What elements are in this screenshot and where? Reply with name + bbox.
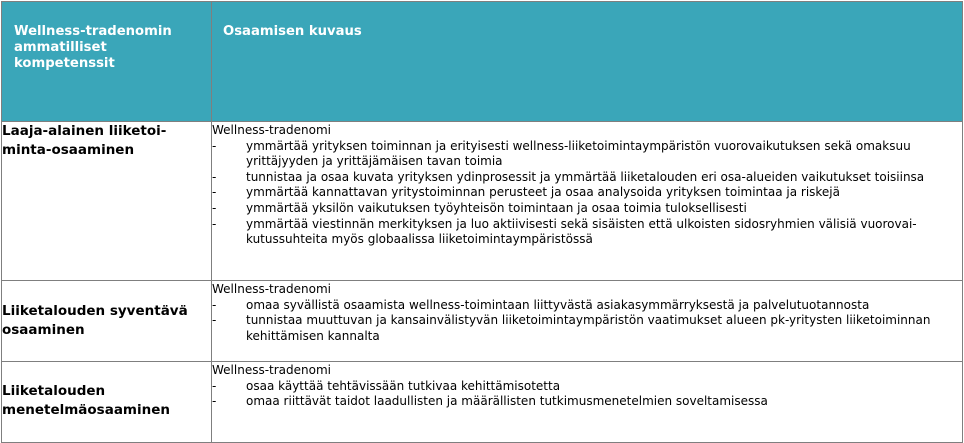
dash-bullet: -	[212, 313, 217, 328]
dash-bullet: -	[212, 297, 217, 312]
description-intro: Wellness-tradenomi	[212, 282, 331, 296]
header-description: Osaamisen kuvaus	[212, 2, 963, 122]
list-item: - tunnistaa ja osaa kuvata yrityksen ydinprosessit ja ymmärtää liiketalouden eri osa-alueiden vaikutukset toisiinsa	[212, 169, 925, 184]
competence-table	[1, 1, 963, 443]
competence-title: Liiketalouden syventävä osaaminen	[2, 281, 212, 362]
dash-bullet: -	[212, 185, 217, 200]
header-competences: Wellness-tradenomin ammatilliset kompetenssit	[2, 2, 212, 122]
competence-description	[212, 281, 963, 362]
list-item: - omaa riittävät taidot laadullisten ja määrällisten tutkimusmenetelmien soveltamisessa	[212, 394, 768, 409]
dash-bullet: -	[212, 169, 217, 184]
competence-title: Liiketalouden menetelmäosaaminen	[2, 362, 212, 443]
description-list	[212, 298, 962, 345]
description-intro: Wellness-tradenomi	[212, 123, 331, 137]
dash-bullet: -	[212, 216, 217, 231]
list-item: - ymmärtää yksilön vaikutuksen työyhteisön toimintaan ja osaa toimia tuloksellisesti	[212, 200, 747, 215]
description-intro: Wellness-tradenomi	[212, 363, 331, 377]
list-item: - ymmärtää yrityksen toiminnan ja erityisesti wellness-liiketoimintaympäristön vuorovaikutuksen sekä omaksuu yrittäjyyden ja yrittäjämäisen tavan toimia	[212, 138, 911, 169]
table-row	[2, 122, 963, 281]
header-row	[2, 2, 963, 122]
description-list	[212, 379, 962, 410]
competence-description	[212, 122, 963, 281]
dash-bullet: -	[212, 138, 217, 153]
list-item: - ymmärtää viestinnän merkityksen ja luo aktiivisesti sekä sisäisten että ulkoisten sidosryhmien välisiä vuorovai-kutussuhteita myös globaalissa liiketoimintaympäristössä	[212, 216, 917, 247]
dash-bullet: -	[212, 378, 217, 393]
dash-bullet: -	[212, 200, 217, 215]
list-item: - tunnistaa muuttuvan ja kansainvälistyvän liiketoimintaympäristön vaatimukset alueen pk-yritysten liiketoiminnan kehittämisen kannalta	[212, 313, 931, 343]
table-row	[2, 281, 963, 362]
list-item: - omaa syvällistä osaamista wellness-toimintaan liittyvästä asiakasymmärryksestä ja palvelutuotannosta	[212, 297, 870, 312]
table-row	[2, 362, 963, 443]
competence-title: Laaja-alainen liiketoi-minta-osaaminen	[2, 122, 212, 281]
list-item: - osaa käyttää tehtävissään tutkivaa kehittämisotetta	[212, 378, 561, 393]
dash-bullet: -	[212, 394, 217, 409]
description-list	[212, 139, 962, 248]
competence-description	[212, 362, 963, 443]
list-item: - ymmärtää kannattavan yritystoiminnan perusteet ja osaa analysoida yrityksen toimintaa ja riskejä	[212, 185, 840, 200]
